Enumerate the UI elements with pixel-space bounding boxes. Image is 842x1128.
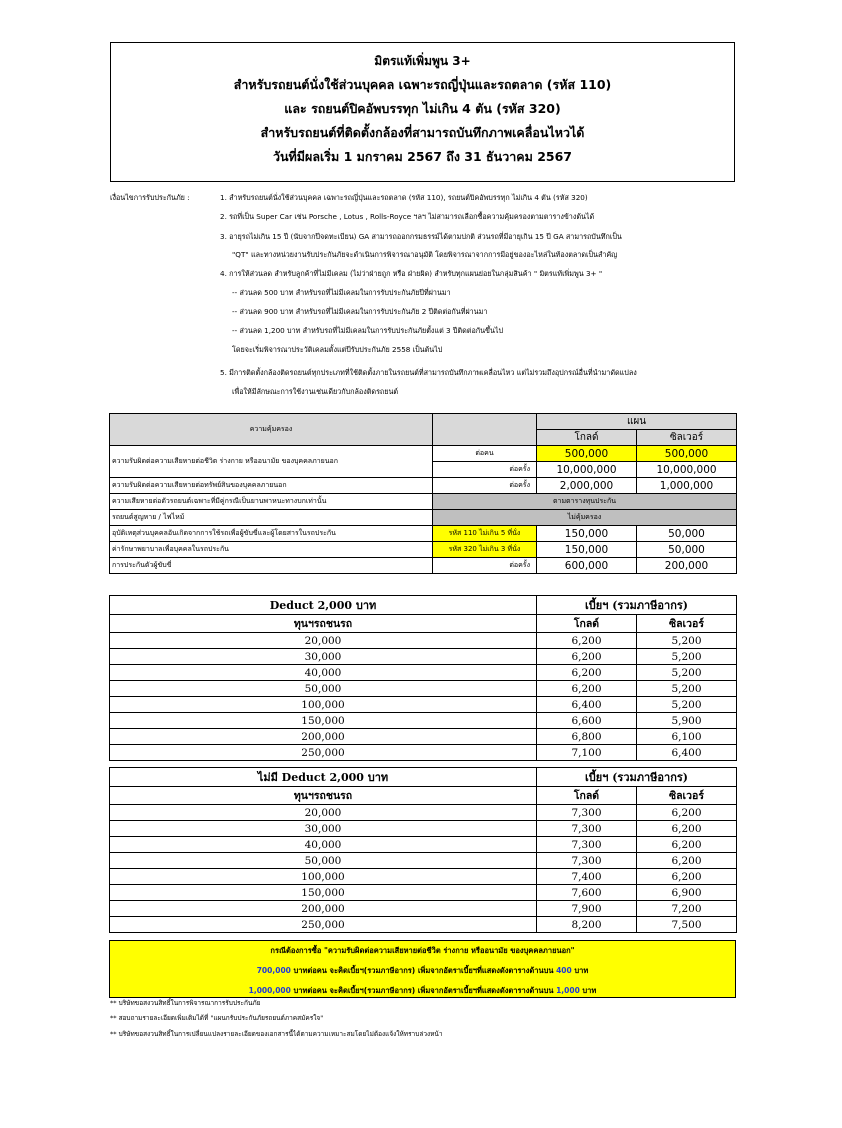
premium-gold-cell: 7,300 — [537, 853, 637, 869]
premium-silver-cell: 6,200 — [637, 853, 737, 869]
per-accident-unit: ต่อครั้ง — [433, 462, 537, 478]
premium-silver-cell: 5,200 — [637, 633, 737, 649]
table-row — [110, 713, 737, 729]
footnote-3: ** บริษัทขอสงวนสิทธิ์ในการเปลี่ยนแปลงรายละเอียดของเอกสารนี้ได้ตามความเหมาะสมโดยไม่ต้องแจ้งให้ทราบล่วงหน้า — [110, 1030, 443, 1038]
table-row — [110, 649, 737, 665]
pa-silver: 50,000 — [637, 526, 737, 542]
discount-1200: -- ส่วนลด 1,200 บาท สำหรับรถที่ไม่มีเคลมในการรับประกันภัยตั้งแต่ 3 ปีติดต่อกันขึ้นไป — [232, 326, 504, 335]
unit-header-blank — [433, 414, 537, 446]
note-add-400: 400 — [556, 966, 572, 975]
premium-gold-cell: 6,200 — [537, 649, 637, 665]
premium-sum-cell: 100,000 — [110, 869, 537, 885]
premium-gold-cell: 7,300 — [537, 837, 637, 853]
bi-per-person-gold: 500,000 — [537, 446, 637, 462]
premium-silver-cell: 5,200 — [637, 665, 737, 681]
no-deduct-sum-label: ทุนฯรถชนรถ — [110, 787, 537, 805]
premium-gold-cell: 7,300 — [537, 805, 637, 821]
premium-silver-cell: 6,900 — [637, 885, 737, 901]
condition-1: 1. สำหรับรถยนต์นั่งใช้ส่วนบุคคล เฉพาะรถญี่ปุ่นและรถตลาด (รหัส 110), รถยนต์ปิคอัพบรรทุก ไม่เกิน 4 ตัน (รหัส 320) — [220, 193, 588, 202]
per-person-unit: ต่อคน — [433, 446, 537, 462]
title-line-3: และ รถยนต์ปิคอัพบรรทุก ไม่เกิน 4 ตัน (รหัส 320) — [284, 101, 561, 116]
premium-gold-cell: 7,100 — [537, 745, 637, 761]
note-line-2-unit: บาท — [571, 966, 589, 975]
no-deduct-premium-label: เบี้ยฯ (รวมภาษีอากร) — [537, 768, 737, 787]
premium-sum-cell: 50,000 — [110, 853, 537, 869]
premium-silver-cell: 7,200 — [637, 901, 737, 917]
premium-sum-cell: 200,000 — [110, 729, 537, 745]
product-name: มิตรแท้เพิ่มพูน 3+ — [374, 54, 471, 68]
condition-2: 2. รถที่เป็น Super Car เช่น Porsche , Lotus , Rolls-Royce ฯลฯ ไม่สามารถเลือกซื้อความคุ้มครองตามตารางข้างต้นได้ — [220, 212, 595, 221]
premium-sum-cell: 30,000 — [110, 649, 537, 665]
table-row — [110, 885, 737, 901]
premium-silver-cell: 5,900 — [637, 713, 737, 729]
table-row — [110, 729, 737, 745]
premium-sum-cell: 20,000 — [110, 805, 537, 821]
premium-sum-cell: 20,000 — [110, 633, 537, 649]
premium-silver-cell: 5,200 — [637, 649, 737, 665]
footnote-1: ** บริษัทขอสงวนสิทธิ์ในการพิจารณาการรับประกันภัย — [110, 999, 261, 1007]
bi-per-accident-gold: 10,000,000 — [537, 462, 637, 478]
silver-header: ซิลเวอร์ — [637, 430, 737, 446]
premium-gold-cell: 6,200 — [537, 633, 637, 649]
coverage-table — [109, 413, 737, 574]
note-line-1: กรณีต้องการซื้อ "ความรับผิดต่อความเสียหายต่อชีวิต ร่างกาย หรืออนามัย ของบุคคลภายนอก" — [270, 946, 575, 955]
property-damage-label: ความรับผิดต่อความเสียหายต่อทรัพย์สินของบุคคลภายนอก — [110, 478, 433, 494]
premium-sum-cell: 200,000 — [110, 901, 537, 917]
bail-bond-label: การประกันตัวผู้ขับขี่ — [110, 558, 433, 574]
premium-silver-cell: 5,200 — [637, 697, 737, 713]
table-row — [110, 697, 737, 713]
property-gold: 2,000,000 — [537, 478, 637, 494]
premium-silver-cell: 7,500 — [637, 917, 737, 933]
plan-header: แผน — [537, 414, 737, 430]
premium-gold-cell: 6,600 — [537, 713, 637, 729]
premium-sum-cell: 50,000 — [110, 681, 537, 697]
note-line-2 — [110, 961, 735, 981]
bi-per-person-silver: 500,000 — [637, 446, 737, 462]
premium-gold-cell: 6,800 — [537, 729, 637, 745]
table-row — [110, 633, 737, 649]
premium-gold-cell: 8,200 — [537, 917, 637, 933]
condition-3-cont: "QT" และทางหน่วยงานรับประกันภัยจะดำเนินการพิจารณาอนุมัติ โดยพิจารณาจากการมีอยู่ของอะไหล่ในท้องตลาดเป็นสำคัญ — [232, 250, 618, 259]
deduct-premium-table — [109, 595, 737, 761]
note-amount-1m: 1,000,000 — [248, 986, 291, 995]
note-line-3-text: บาทต่อคน จะคิดเบี้ยฯ(รวมภาษีอากร) เพิ่มจากอัตราเบี้ยฯที่แสดงดังตารางด้านบน — [290, 986, 557, 995]
premium-sum-cell: 250,000 — [110, 917, 537, 933]
footnote-2: ** สอบถามรายละเอียดเพิ่มเติมได้ที่ "แผนกรับประกันภัยรถยนต์ภาคสมัครใจ" — [110, 1014, 324, 1022]
premium-sum-cell: 150,000 — [110, 713, 537, 729]
note-amount-700k: 700,000 — [256, 966, 291, 975]
bodily-injury-label: ความรับผิดต่อความเสียหายต่อชีวิต ร่างกาย หรืออนามัย ของบุคคลภายนอก — [110, 446, 433, 478]
table-row — [110, 805, 737, 821]
table-row — [110, 869, 737, 885]
deduct-title: Deduct 2,000 บาท — [110, 596, 537, 615]
own-damage-value: ตามตารางทุนประกัน — [433, 494, 737, 510]
note-add-1000: 1,000 — [556, 986, 580, 995]
bail-gold: 600,000 — [537, 558, 637, 574]
discount-500: -- ส่วนลด 500 บาท สำหรับรถที่ไม่มีเคลมในการรับประกันภัยปีที่ผ่านมา — [232, 288, 451, 297]
condition-3: 3. อายุรถไม่เกิน 15 ปี (นับจากปีจดทะเบียน) GA สามารถออกกรมธรรม์ได้ตามปกติ ส่วนรถที่มีอายุเกิน 15 ปี GA สามารถบันทึกเป็น — [220, 232, 622, 241]
premium-gold-cell: 7,400 — [537, 869, 637, 885]
title-line-4: สำหรับรถยนต์ที่ติดตั้งกล้องที่สามารถบันทึกภาพเคลื่อนไหวได้ — [260, 125, 585, 140]
premium-gold-cell: 6,200 — [537, 681, 637, 697]
conditions-heading: เงื่อนไขการรับประกันภัย : — [110, 193, 190, 202]
premium-sum-cell: 40,000 — [110, 665, 537, 681]
no-deduct-premium-table — [109, 767, 737, 933]
table-row — [110, 917, 737, 933]
premium-gold-cell: 7,600 — [537, 885, 637, 901]
premium-silver-cell: 6,400 — [637, 745, 737, 761]
deduct-premium-label: เบี้ยฯ (รวมภาษีอากร) — [537, 596, 737, 615]
title-box — [110, 42, 735, 182]
premium-sum-cell: 30,000 — [110, 821, 537, 837]
extra-coverage-note — [109, 940, 736, 998]
note-line-3-unit: บาท — [579, 986, 597, 995]
no-deduct-title: ไม่มี Deduct 2,000 บาท — [110, 768, 537, 787]
premium-silver-cell: 6,200 — [637, 805, 737, 821]
table-row — [110, 821, 737, 837]
premium-sum-cell: 40,000 — [110, 837, 537, 853]
premium-silver-cell: 6,200 — [637, 869, 737, 885]
premium-gold-cell: 7,300 — [537, 821, 637, 837]
premium-sum-cell: 250,000 — [110, 745, 537, 761]
premium-silver-cell: 6,100 — [637, 729, 737, 745]
table-row — [110, 853, 737, 869]
seat-code-110: รหัส 110 ไม่เกิน 5 ที่นั่ง — [433, 526, 537, 542]
table-row — [110, 665, 737, 681]
premium-gold-cell: 7,900 — [537, 901, 637, 917]
medical-silver: 50,000 — [637, 542, 737, 558]
condition-5-cont: เพื่อให้มีลักษณะการใช้งานเช่นเดียวกับกล้องติดรถยนต์ — [232, 387, 399, 396]
medical-gold: 150,000 — [537, 542, 637, 558]
note-line-2-text: บาทต่อคน จะคิดเบี้ยฯ(รวมภาษีอากร) เพิ่มจากอัตราเบี้ยฯที่แสดงดังตารางด้านบน — [290, 966, 557, 975]
premium-gold-cell: 6,400 — [537, 697, 637, 713]
own-damage-label: ความเสียหายต่อตัวรถยนต์เฉพาะที่มีคู่กรณีเป็นยานพาหนะทางบกเท่านั้น — [110, 494, 433, 510]
table-row — [110, 901, 737, 917]
premium-silver-cell: 6,200 — [637, 837, 737, 853]
seat-code-320: รหัส 320 ไม่เกิน 3 ที่นั่ง — [433, 542, 537, 558]
theft-fire-label: รถยนต์สูญหาย / ไฟไหม้ — [110, 510, 433, 526]
table-row — [110, 837, 737, 853]
deduct-gold-label: โกลด์ — [537, 615, 637, 633]
deduct-sum-label: ทุนฯรถชนรถ — [110, 615, 537, 633]
condition-4: 4. การให้ส่วนลด สำหรับลูกค้าที่ไม่มีเคลม (ไม่ว่าฝ่ายถูก หรือ ฝ่ายผิด) สำหรับทุกแผนย่อยในกลุ่มสินค้า " มิตรแท้เพิ่มพูน 3+ " — [220, 269, 603, 278]
bi-per-accident-silver: 10,000,000 — [637, 462, 737, 478]
table-row — [110, 681, 737, 697]
premium-sum-cell: 100,000 — [110, 697, 537, 713]
premium-sum-cell: 150,000 — [110, 885, 537, 901]
premium-silver-cell: 5,200 — [637, 681, 737, 697]
coverage-header: ความคุ้มครอง — [110, 414, 433, 446]
bail-unit: ต่อครั้ง — [433, 558, 537, 574]
theft-fire-value: ไม่คุ้มครอง — [433, 510, 737, 526]
no-deduct-gold-label: โกลด์ — [537, 787, 637, 805]
discount-900: -- ส่วนลด 900 บาท สำหรับรถที่ไม่มีเคลมในการรับประกันภัย 2 ปีติดต่อกันที่ผ่านมา — [232, 307, 488, 316]
personal-accident-label: อุบัติเหตุส่วนบุคคลอันเกิดจากการใช้รถเพื่อผู้ขับขี่และผู้โดยสารในรถประกัน — [110, 526, 433, 542]
discount-note: โดยจะเริ่มพิจารณาประวัติเคลมตั้งแต่ปีรับประกันภัย 2558 เป็นต้นไป — [232, 345, 443, 354]
table-row — [110, 745, 737, 761]
medical-label: ค่ารักษาพยาบาลเพื่อบุคคลในรถประกัน — [110, 542, 433, 558]
property-unit: ต่อครั้ง — [433, 478, 537, 494]
pa-gold: 150,000 — [537, 526, 637, 542]
condition-5: 5. มีการติดตั้งกล้องติดรถยนต์ทุกประเภทที่ใช้ติดตั้งภายในรถยนต์ที่สามารถบันทึกภาพเคลื่อนไหว แต่ไม่รวมถึงอุปกรณ์อื่นที่นำมาดัดแปลง — [220, 368, 637, 377]
no-deduct-silver-label: ซิลเวอร์ — [637, 787, 737, 805]
gold-header: โกลด์ — [537, 430, 637, 446]
premium-gold-cell: 6,200 — [537, 665, 637, 681]
premium-silver-cell: 6,200 — [637, 821, 737, 837]
property-silver: 1,000,000 — [637, 478, 737, 494]
effective-date: วันที่มีผลเริ่ม 1 มกราคม 2567 ถึง 31 ธันวาคม 2567 — [272, 149, 573, 164]
bail-silver: 200,000 — [637, 558, 737, 574]
title-line-2: สำหรับรถยนต์นั่งใช้ส่วนบุคคล เฉพาะรถญี่ปุ่นและรถตลาด (รหัส 110) — [233, 77, 612, 92]
deduct-silver-label: ซิลเวอร์ — [637, 615, 737, 633]
